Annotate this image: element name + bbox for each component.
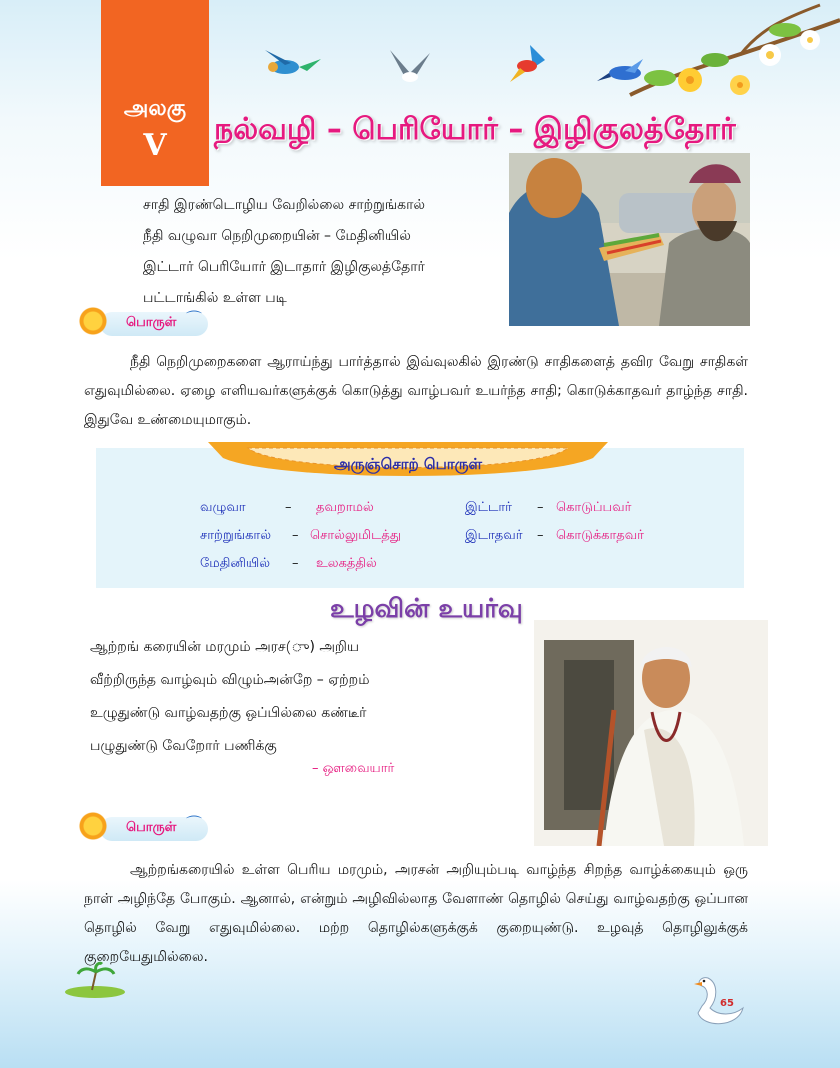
glossary-word: மேதினியில் bbox=[200, 556, 271, 571]
unit-number: V bbox=[143, 128, 167, 163]
meaning-label-tag bbox=[78, 811, 218, 841]
meaning-label: பொருள் bbox=[126, 820, 177, 835]
glossary-meaning: கொடுப்பவர் bbox=[556, 500, 632, 515]
glossary-entry bbox=[310, 528, 401, 544]
bird-icon bbox=[255, 45, 325, 85]
poem-line: உழுதுண்டு வாழ்வதற்கு ஒப்பில்லை கண்டீர் bbox=[90, 705, 367, 721]
sun-icon bbox=[78, 811, 108, 841]
glossary-word: இடாதவர் bbox=[465, 528, 523, 543]
bird-icon bbox=[595, 55, 655, 90]
poem-line: பழுதுண்டு வேறோர் பணிக்கு bbox=[90, 738, 277, 754]
bird-icon bbox=[505, 40, 555, 85]
glossary-dash: – bbox=[292, 528, 299, 543]
glossary-dash: – bbox=[537, 528, 544, 543]
illustration-giving-food bbox=[509, 153, 750, 326]
glossary-dash: – bbox=[292, 556, 299, 571]
page-number: 65 bbox=[720, 998, 734, 1009]
glossary-word: வழுவா bbox=[200, 500, 246, 515]
glossary-entry bbox=[200, 556, 270, 572]
glossary-entry bbox=[316, 500, 374, 516]
poem-line: வீற்றிருந்த வாழ்வும் விழும்அன்றே – ஏற்றம் bbox=[90, 672, 370, 688]
meaning-label: பொருள் bbox=[126, 315, 177, 330]
meaning-paragraph: நீதி நெறிமுறைகளை ஆராய்ந்து பார்த்தால் இவ்வுலகில் இரண்டு சாதிகளைத் தவிர வேறு சாதிகள் எதுவுமில்லை. ஏழை எளியவர்களுக்குக் கொடுத்து வாழ்பவர் உயர்ந்த சாதி; கொடுக்காதவர் தாழ்ந்த சாதி. இதுவே உண்மையுமாகும். bbox=[84, 354, 748, 428]
glossary-entry bbox=[200, 528, 271, 544]
poem-line: நீதி வழுவா நெறிமுறையின் – மேதினியில் bbox=[143, 228, 411, 244]
unit-box bbox=[101, 0, 209, 186]
glossary-entry bbox=[465, 500, 512, 516]
meaning-label-tag bbox=[78, 306, 218, 336]
section-title: உழவின் உயர்வு bbox=[330, 594, 523, 624]
glossary-meaning: தவறாமல் bbox=[316, 500, 374, 515]
poem-line: சாதி இரண்டொழிய வேறில்லை சாற்றுங்கால் bbox=[143, 197, 426, 213]
sun-icon bbox=[78, 306, 108, 336]
glossary-entry bbox=[556, 500, 631, 516]
glossary-meaning: கொடுக்காதவர் bbox=[556, 528, 644, 543]
bird-icon: ⌒ bbox=[186, 309, 203, 328]
glossary-word: சாற்றுங்கால் bbox=[200, 528, 271, 543]
poem-verse bbox=[90, 631, 369, 763]
bird-icon bbox=[380, 45, 440, 90]
island-palm-decoration bbox=[60, 960, 130, 1000]
glossary-entry bbox=[200, 500, 246, 516]
bird-icon: ⌒ bbox=[186, 814, 203, 833]
glossary-entry bbox=[316, 556, 377, 572]
glossary-entry bbox=[556, 528, 644, 544]
unit-label: அலகு bbox=[123, 96, 187, 121]
poem-author: – ஔவையார் bbox=[312, 761, 395, 776]
glossary-dash: – bbox=[537, 500, 544, 515]
meaning-paragraph: ஆற்றங்கரையில் உள்ள பெரிய மரமும், அரசன் அறியும்படி வாழ்ந்த சிறந்த வாழ்க்கையும் ஒரு நாள் அழிந்தே போகும். ஆனால், என்றும் அழிவில்லாத வேளாண் தொழில் செய்து வாழ்வதற்கு ஒப்பான தொழில் வேறு எதுவுமில்லை. மற்ற தொழில்களுக்குக் குறையுண்டு. உழவுத் தொழிலுக்குக் குறையேதுமில்லை. bbox=[84, 862, 748, 965]
swan-icon bbox=[688, 968, 748, 1030]
poem-line: ஆற்றங் கரையின் மரமும் அரச(ு) அறிய bbox=[90, 639, 359, 655]
poem-verse bbox=[143, 190, 425, 314]
glossary-title: அருஞ்சொற் பொருள் bbox=[333, 455, 483, 473]
poem-line: பட்டாங்கில் உள்ள படி bbox=[143, 290, 287, 306]
glossary-entry bbox=[465, 528, 522, 544]
glossary-word: இட்டார் bbox=[465, 500, 512, 515]
glossary-meaning: சொல்லுமிடத்து bbox=[310, 528, 402, 543]
page-title: நல்வழி – பெரியோர் – இழிகுலத்தோர் bbox=[214, 112, 736, 147]
illustration-avvaiyar bbox=[534, 620, 768, 846]
glossary-meaning: உலகத்தில் bbox=[316, 556, 377, 571]
poem-line: இட்டார் பெரியோர் இடாதார் இழிகுலத்தோர் bbox=[143, 259, 425, 275]
glossary-dash: – bbox=[285, 500, 292, 515]
